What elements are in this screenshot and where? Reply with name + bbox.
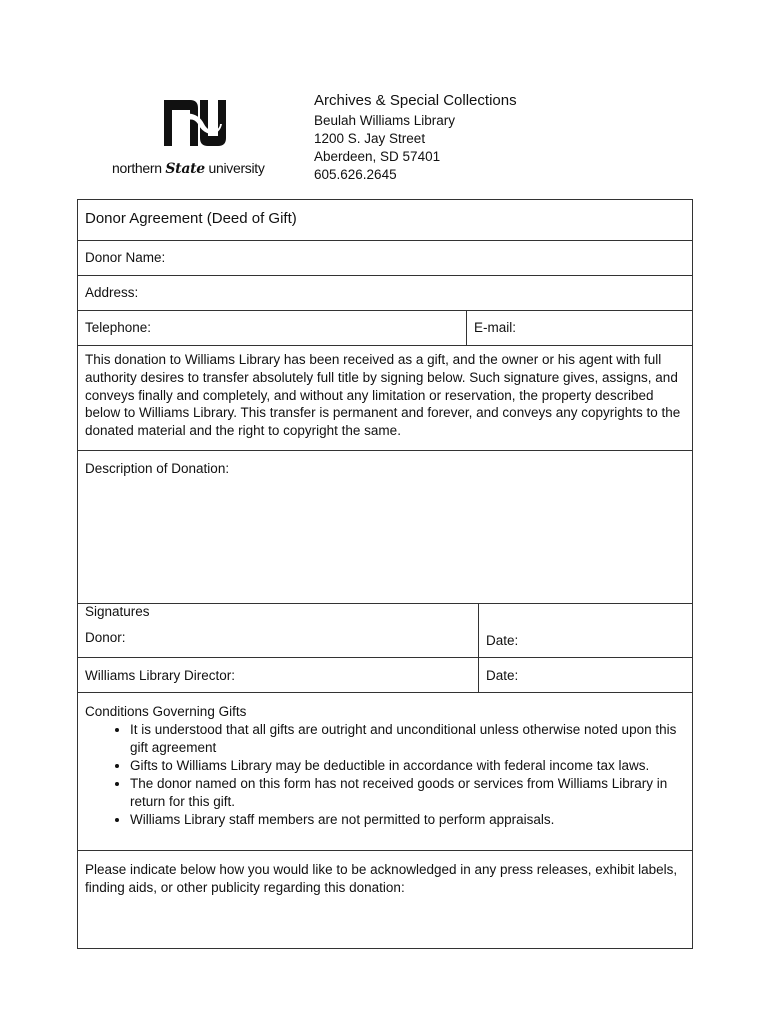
form-title: Donor Agreement (Deed of Gift): [85, 210, 297, 227]
email-field[interactable]: [467, 311, 692, 345]
director-signature-label: Williams Library Director:: [85, 668, 236, 683]
conditions-title: Conditions Governing Gifts: [85, 704, 247, 719]
telephone-label: Telephone:: [85, 320, 152, 335]
form-title-row: [78, 200, 692, 241]
phone-line: 605.626.2645: [314, 167, 397, 182]
director-signature-row: [78, 658, 692, 693]
donor-signature-label: Donor:: [85, 630, 126, 645]
donor-name-row[interactable]: [78, 241, 692, 276]
address-row[interactable]: [78, 276, 692, 311]
date-label: Date:: [486, 668, 519, 683]
director-signature-field[interactable]: [78, 658, 478, 692]
donor-agreement-form: [77, 199, 693, 949]
description-row[interactable]: [78, 451, 692, 604]
conditions-list: [78, 721, 692, 829]
address-line: 1200 S. Jay Street: [314, 131, 426, 146]
transfer-statement: This donation to Williams Library has been received as a gift, and the owner or his agent with full authority desires to transfer absolutely full title by signing below. Such signature gives, assigns, and conveys finally and completely, and without any limitation or reservation, the property described below to Williams Library. This transfer is permanent and forever, and conveys any copyrights to the donated material and the right to copyright the same.: [85, 352, 681, 439]
condition-item: • It is understood that all gifts are outright and unconditional unless otherwise noted upon this gift agreement: [130, 721, 684, 757]
acknowledgement-row[interactable]: [78, 851, 692, 948]
statement-row: [78, 346, 692, 451]
telephone-field[interactable]: [78, 311, 466, 345]
address-label: Address:: [85, 285, 139, 300]
department-title: Archives & Special Collections: [314, 92, 517, 109]
nsu-logo: [112, 94, 274, 180]
address-line: Aberdeen, SD 57401: [314, 149, 441, 164]
director-date-field[interactable]: [479, 658, 692, 692]
acknowledgement-prompt: Please indicate below how you would like to be acknowledged in any press releases, exhibit labels, finding aids, or other publicity regarding this donation:: [85, 862, 678, 895]
contact-row: [78, 311, 692, 346]
nsu-monogram: [112, 94, 274, 154]
signatures-heading: Signatures: [85, 604, 150, 619]
condition-item: • Gifts to Williams Library may be deductible in accordance with federal income tax laws.: [130, 757, 684, 775]
date-label: Date:: [486, 633, 519, 648]
description-label: Description of Donation:: [85, 461, 230, 476]
email-label: E-mail:: [474, 320, 517, 335]
donor-signature-row: [78, 604, 692, 658]
address-line: Beulah Williams Library: [314, 113, 456, 128]
condition-item: • Williams Library staff members are not permitted to perform appraisals.: [130, 811, 684, 829]
donor-signature-field[interactable]: [78, 604, 478, 657]
logo-wordmark: northern State university: [112, 160, 265, 177]
donor-date-field[interactable]: [479, 604, 692, 657]
donor-name-label: Donor Name:: [85, 250, 166, 265]
conditions-row: [78, 693, 692, 851]
library-address-block: [314, 92, 517, 184]
condition-item: • The donor named on this form has not received goods or services from Williams Library in return for this gift.: [130, 775, 684, 811]
